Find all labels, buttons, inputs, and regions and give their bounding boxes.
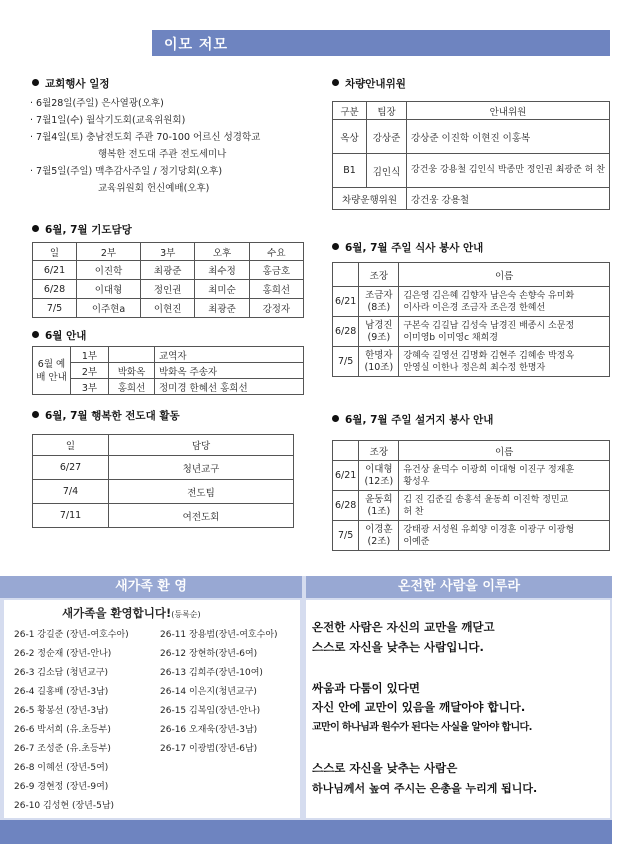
table-row: 6/28 윤동희 (1조) 김 진 김준길 송홍석 윤동희 이진학 정민교 허 찬 (333, 491, 610, 521)
list-item: 26-1 강길준 (장년-여호수아) (14, 630, 129, 640)
june-guide-title: 6월 안내 (32, 328, 86, 343)
list-item: 26-11 장용범(장년-여호수아) (160, 630, 278, 640)
newcomers-note: (등록순) (171, 610, 201, 619)
table-header: 3부 (141, 243, 195, 261)
list-item: 26-17 이광범(장년-6남) (160, 744, 258, 754)
vehicle-title: 차량안내위원 (332, 76, 406, 91)
humble-line: 싸움과 다툼이 있다면 (312, 681, 420, 695)
table-row: 옥상 강상준 강상준 이진학 이현진 이홍복 (333, 120, 610, 154)
table-row: 6/27 청년교구 (33, 456, 294, 480)
list-item: 26-8 이혜선 (장년-5여) (14, 763, 109, 773)
bullet-icon (332, 79, 339, 86)
humble-line: 하나님께서 높여 주시는 은총을 누리게 됩니다. (312, 782, 538, 795)
table-row: 7/5 이경훈 (2조) 강태광 서성원 유희양 이경훈 이광구 이광형 이예준 (333, 521, 610, 551)
list-item: 26-14 이은지(청년교구) (160, 687, 257, 697)
table-row: 7/4 전도팀 (33, 480, 294, 504)
newcomers-title: 새가족을 환영합니다!(등록순) (62, 606, 201, 620)
event-line: · 6월28일(주일) 은사열광(오후) (30, 98, 164, 109)
table-header: 2부 (76, 243, 140, 261)
table-row: 6/28 남경진 (9조) 구본숙 김길남 김성숙 남경진 배종시 소문정 이미영b 이미영c 채희경 (333, 317, 610, 347)
table-row: 7/5 한명자 (10조) 강혜숙 길영선 김명화 김현주 김혜송 박정옥 안영실 이한나 정은희 최수정 한명자 (333, 347, 610, 377)
church-events-title: 교회행사 일정 (32, 76, 110, 91)
event-line: · 7월4일(토) 충남전도회 주관 70-100 어르신 성경학교 (30, 132, 261, 143)
prayer-title: 6월, 7월 기도담당 (32, 222, 132, 237)
table-row: 7/5 이주현a 이현진 최광준 강정자 (33, 299, 304, 318)
event-line: 행복한 전도대 주관 전도세미나 (98, 149, 227, 160)
table-row: 7/11 여전도회 (33, 504, 294, 528)
page-title: 이모 저모 (164, 37, 228, 53)
list-item: 26-13 김희주(장년-10여) (160, 668, 263, 678)
evangelism-title: 6월, 7월 행복한 전도대 활동 (32, 408, 180, 423)
list-item: 26-5 황봉선 (장년-3남) (14, 706, 109, 716)
dish-title: 6월, 7월 주일 설거지 봉사 안내 (332, 412, 493, 427)
june-guide-table: 6월 예배 안내 1부 교역자 2부 박화옥 박화옥 주송자 3부 홍희선 정미경 한혜선 홍희선 (32, 346, 304, 395)
bullet-icon (32, 225, 39, 232)
humble-line: 자신 안에 교만이 있음을 깨달아야 합니다. (312, 700, 526, 714)
event-line: 교육위원회 헌신예배(오후) (98, 183, 210, 194)
table-header: 일 (33, 243, 77, 261)
list-item: 26-15 김복임(장년-안나) (160, 706, 261, 716)
humble-header: 온전한 사람을 이루라 (306, 576, 612, 598)
list-item: 26-4 길홍배 (장년-3남) (14, 687, 109, 697)
bullet-icon (32, 79, 39, 86)
list-item: 26-16 오재욱(장년-3남) (160, 725, 258, 735)
table-row: 차량운행위원 강건웅 강용철 (333, 188, 610, 210)
list-item: 26-3 김소담 (청년교구) (14, 668, 109, 678)
table-row: 6/21 이진학 최광준 최수정 홍금호 (33, 261, 304, 280)
list-item: 26-10 김성현 (장년-5남) (14, 801, 115, 811)
table-row: 6/28 이대형 정인권 최미순 홍희선 (33, 280, 304, 299)
humble-line: 교만이 하나님과 원수가 된다는 사실을 알아야 합니다. (312, 722, 532, 733)
humble-line: 스스로 자신을 낮추는 사람입니다. (312, 640, 484, 654)
table-row: 6/21 조금자 (8조) 김은영 김은혜 김향자 남은숙 손향숙 유미화 이사라 이은경 조금자 조은경 한혜선 (333, 287, 610, 317)
meal-title: 6월, 7월 주일 식사 봉사 안내 (332, 240, 483, 255)
header-bar (152, 30, 610, 56)
event-line: · 7월1일(수) 월삭기도회(교육위원회) (30, 115, 186, 126)
bullet-icon (332, 243, 339, 250)
list-item: 26-7 조성준 (유.초등부) (14, 744, 111, 754)
bullet-icon (32, 411, 39, 418)
bullet-icon (332, 415, 339, 422)
bullet-icon (32, 331, 39, 338)
meal-table: 조장 이름 6/21 조금자 (8조) 김은영 김은혜 김향자 남은숙 손향숙 유미화 이사라 이은경 조금자 조은경 한혜선 6/28 남경진 (9조) 구본숙 김길남 김성숙 남경진 배종시 소문정 이미영b 이미영c 채희경 7/5 한명자 (10조) 강혜숙 길영선 김명화 김현주 김혜송 박정옥 안영실 이한나 정은희 최수정 한명자 (332, 262, 610, 377)
humble-line: 온전한 사람은 자신의 교만을 깨닫고 (312, 620, 495, 634)
event-line: · 7월5일(주일) 맥추감사주일 / 정기당회(오후) (30, 166, 223, 177)
table-header: 오후 (195, 243, 249, 261)
dish-table: 조장 이름 6/21 이대형 (12조) 유건상 윤덕수 이광희 이대형 이진구 정재훈 황성우 6/28 윤동희 (1조) 김 진 김준길 송홍석 윤동희 이진학 정민교 허 찬 7/5 이경훈 (2조) 강태광 서성원 유희양 이경훈 이광구 이광형 이예준 (332, 440, 610, 551)
footer-bar (0, 820, 612, 844)
table-header: 수요 (249, 243, 303, 261)
list-item: 26-6 박서희 (유.초등부) (14, 725, 111, 735)
list-item: 26-9 경현정 (장년-9여) (14, 782, 109, 792)
list-item: 26-12 장현하(장년-6여) (160, 649, 258, 659)
prayer-table (32, 242, 304, 318)
table-row: 6/21 이대형 (12조) 유건상 윤덕수 이광희 이대형 이진구 정재훈 황성우 (333, 461, 610, 491)
table-row: B1 김인식 강건웅 강용철 김인식 박종만 정인권 최광준 허 찬 (333, 154, 610, 188)
vehicle-table: 구분 팀장 안내위원 옥상 강상준 강상준 이진학 이현진 이홍복 B1 김인식 강건웅 강용철 김인식 박종만 정인권 최광준 허 찬 차량운행위원 강건웅 강용철 (332, 101, 610, 210)
evangelism-table: 일 담당 6/27 청년교구 7/4 전도팀 7/11 여전도회 (32, 434, 294, 528)
list-item: 26-2 정순재 (장년-안나) (14, 649, 112, 659)
june-guide-label: 6월 예배 안내 (33, 347, 71, 395)
humble-line: 스스로 자신을 낮추는 사람은 (312, 761, 458, 775)
newcomers-header: 새가족 환 영 (0, 576, 302, 598)
